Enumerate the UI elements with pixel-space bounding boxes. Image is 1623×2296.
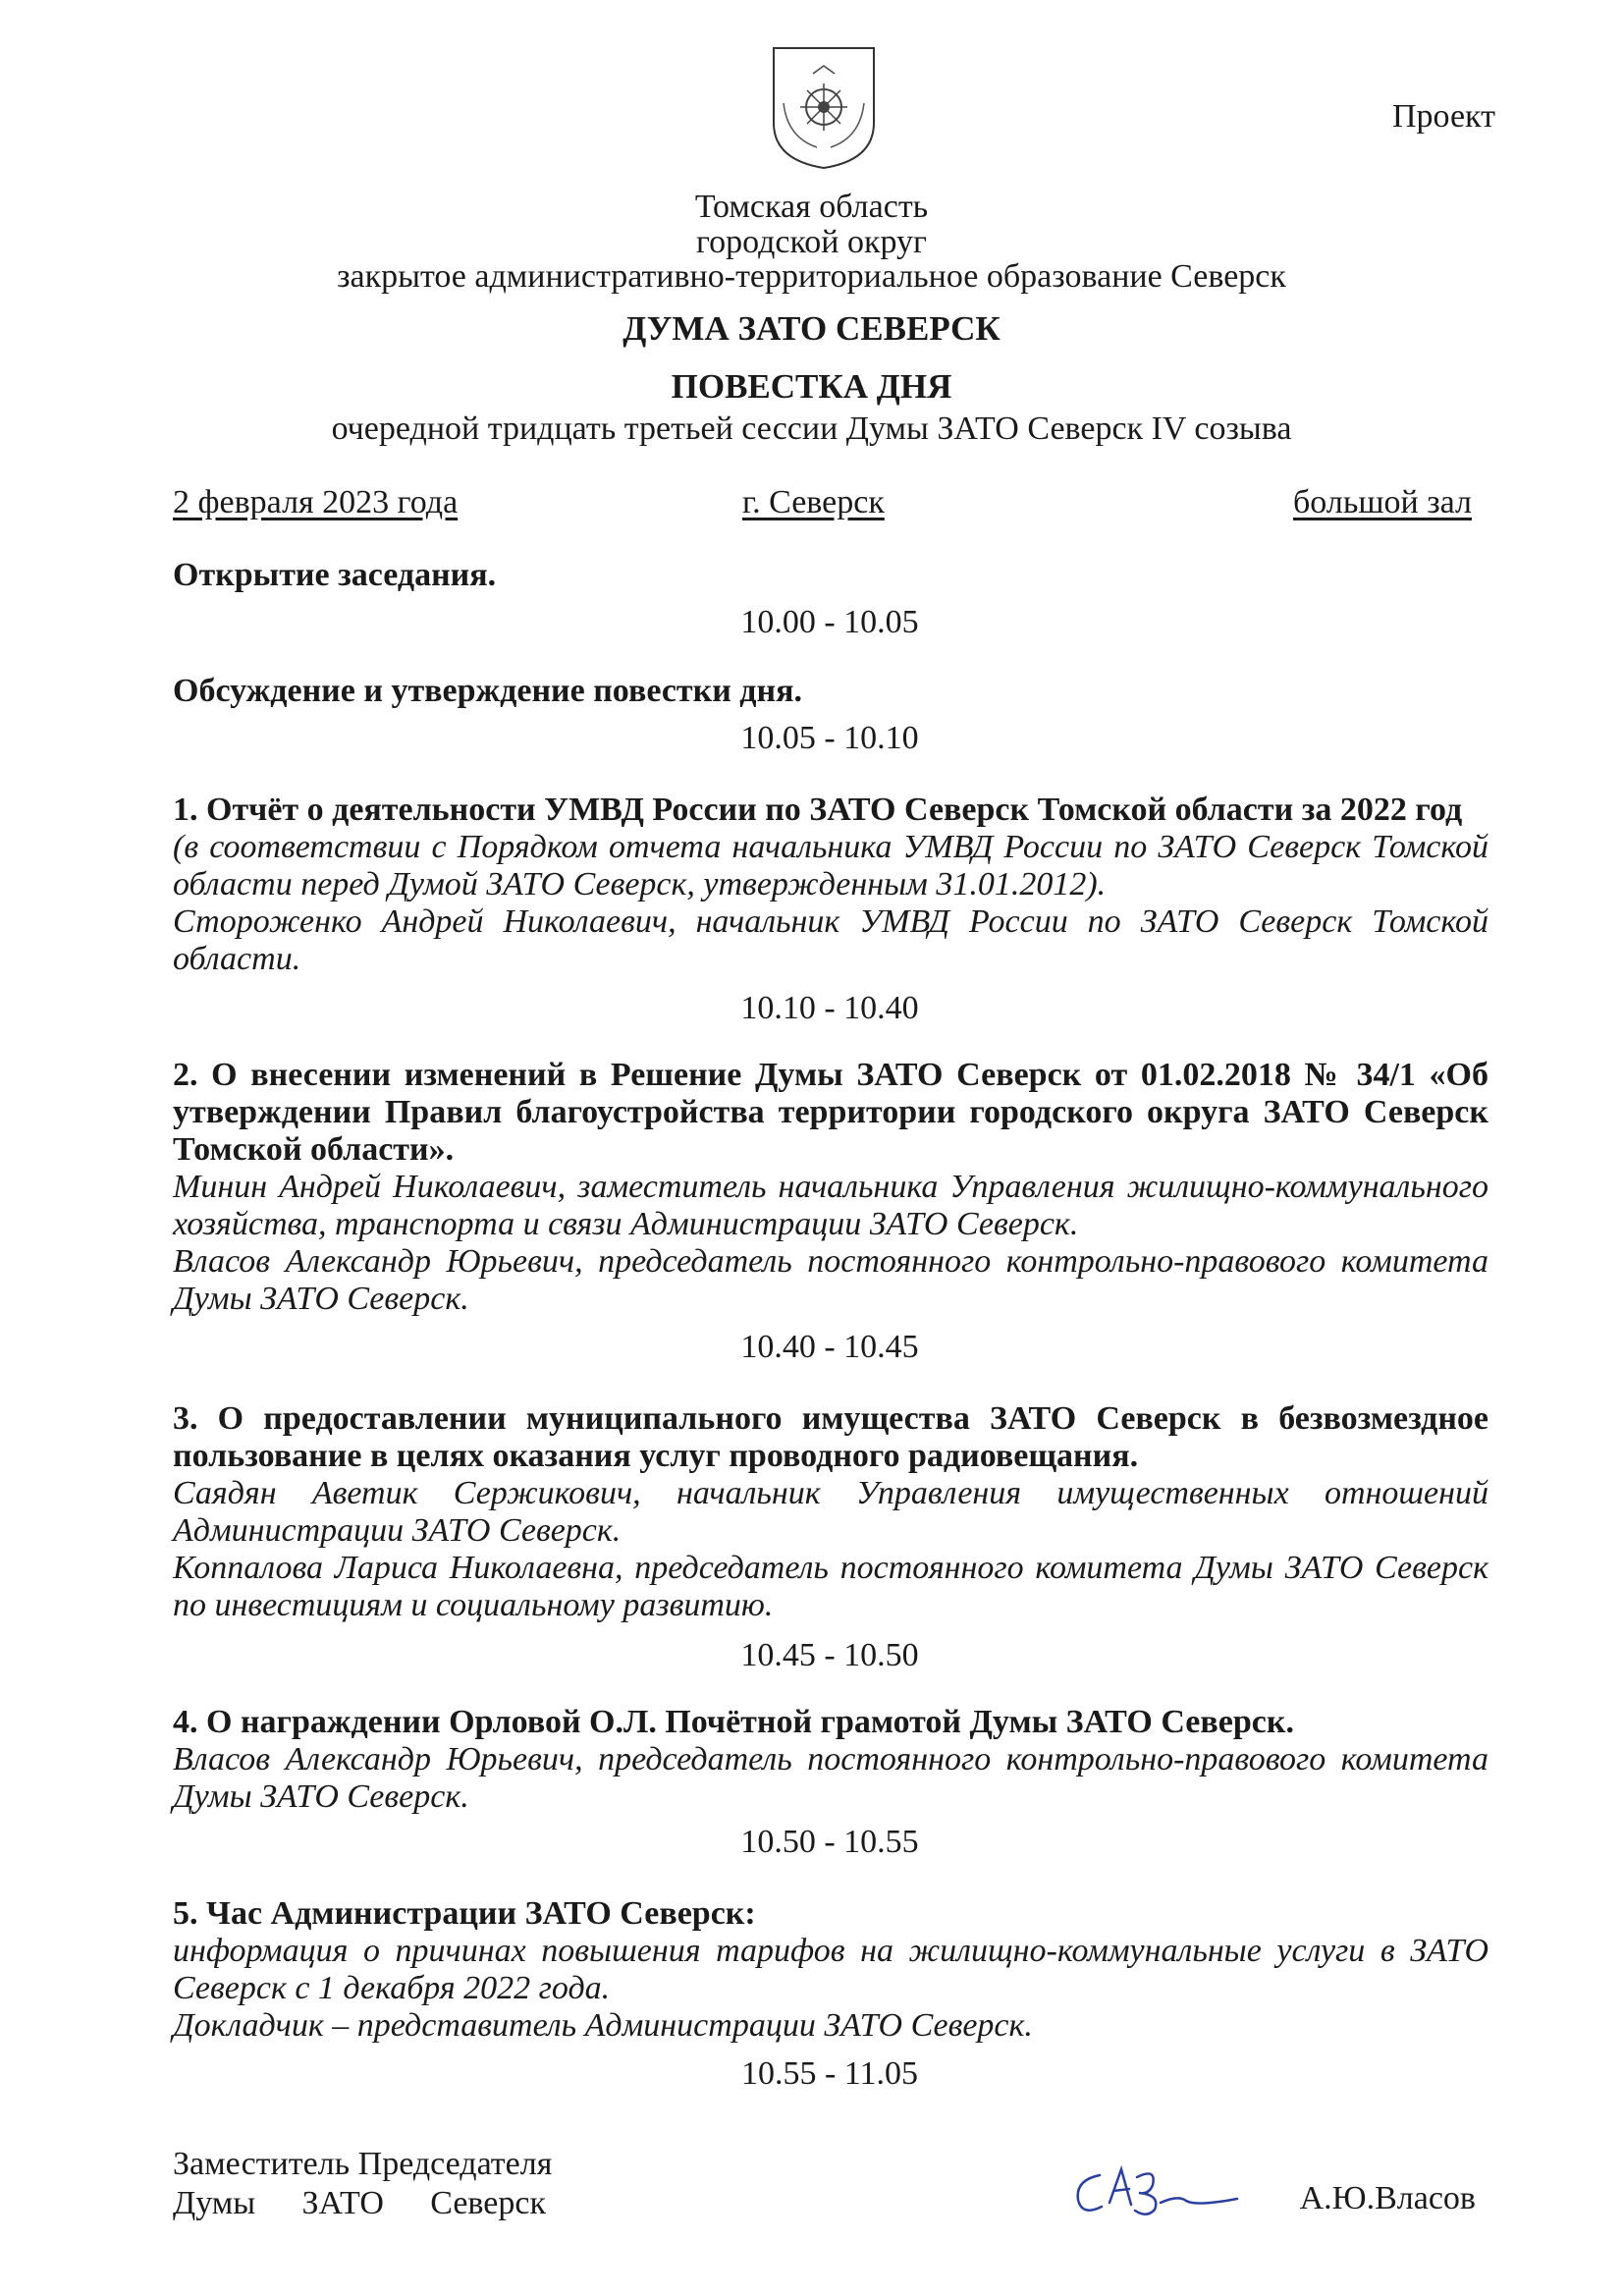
signature-position: Заместитель Председателя (173, 2146, 553, 2182)
council-title: ДУМА ЗАТО СЕВЕРСК (622, 309, 1001, 348)
item-3-time: 10.45 - 10.50 (740, 1637, 919, 1673)
item-title: 3. О предоставлении муниципального имущества ЗАТО Северск в безвозмездное пользование в целях оказания услуг проводного радиовещания. (173, 1400, 1488, 1474)
item-4-time: 10.50 - 10.55 (740, 1824, 919, 1860)
agenda-item-2 (173, 1057, 1488, 1318)
agenda-approval-title: Обсуждение и утверждение повестки дня. (173, 673, 802, 709)
item-1-time: 10.10 - 10.40 (740, 990, 919, 1026)
item-speaker: Докладчик – представитель Администрации ЗАТО Северск. (173, 2007, 1033, 2044)
agenda-item-5 (173, 1895, 1488, 2045)
item-title: 2. О внесении изменений в Решение Думы ЗАТО Северск от 01.02.2018 № 34/1 «Об утверждении Правил благоустройства территории городского округа ЗАТО Северск Томской области». (173, 1057, 1488, 1168)
signature-org-word: ЗАТО (301, 2185, 384, 2221)
item-5-time: 10.55 - 11.05 (740, 2055, 919, 2092)
session-city: г. Северск (742, 484, 885, 520)
item-title: 5. Час Администрации ЗАТО Северск: (173, 1895, 756, 1932)
item-speaker: информация о причинах повышения тарифов на жилищно-коммунальные услуги в ЗАТО Северск с 1 декабря 2022 года. (173, 1933, 1488, 2006)
opening-title: Открытие заседания. (173, 557, 497, 593)
agenda-item-3 (173, 1400, 1488, 1624)
entity-line: закрытое административно-территориальное образование Северск (337, 258, 1286, 295)
signature-org-word: Северск (430, 2185, 546, 2221)
date-line (173, 484, 1472, 523)
agenda-approval-time: 10.05 - 10.10 (740, 720, 919, 756)
item-title: 4. О награждении Орловой О.Л. Почётной грамотой Думы ЗАТО Северск. (173, 1704, 1294, 1740)
agenda-title: ПОВЕСТКА ДНЯ (671, 367, 952, 406)
agenda-item-1 (173, 792, 1488, 978)
item-speaker: Власов Александр Юрьевич, председатель постоянного контрольно-правового комитета Думы ЗАТО Северск. (173, 1741, 1488, 1815)
handwritten-signature-icon (1070, 2156, 1242, 2224)
item-speaker: Минин Андрей Николаевич, заместитель начальника Управления жилищно-коммунального хозяйства, транспорта и связи Администрации ЗАТО Северск. (173, 1169, 1488, 1242)
item-speaker: Власов Александр Юрьевич, председатель постоянного контрольно-правового комитета Думы ЗАТО Северск. (173, 1243, 1488, 1317)
item-note: (в соответствии с Порядком отчета начальника УМВД России по ЗАТО Северск Томской области перед Думой ЗАТО Северск, утвержденным 31.01.2012). (173, 829, 1488, 902)
coat-of-arms-icon (770, 44, 878, 172)
item-speaker: Саядян Аветик Сержикович, начальник Управления имущественных отношений Администрации ЗАТО Северск. (173, 1475, 1488, 1549)
signature-org-word: Думы (173, 2185, 256, 2221)
session-date: 2 февраля 2023 года (173, 484, 459, 520)
district-line: городской округ (695, 224, 927, 260)
agenda-subtitle: очередной тридцать третьей сессии Думы ЗАТО Северск IV созыва (331, 410, 1292, 447)
region-line: Томская область (694, 189, 929, 225)
opening-time: 10.00 - 10.05 (740, 604, 919, 640)
signature-name: А.Ю.Власов (1299, 2180, 1476, 2216)
item-speaker: Стороженко Андрей Николаевич, начальник УМВД России по ЗАТО Северск Томской области. (173, 903, 1488, 977)
item-speaker: Коппалова Лариса Николаевна, председатель постоянного комитета Думы ЗАТО Северск по инвестициям и социальному развитию. (173, 1550, 1488, 1623)
item-title: 1. Отчёт о деятельности УМВД России по ЗАТО Северск Томской области за 2022 год (173, 792, 1463, 828)
item-2-time: 10.40 - 10.45 (740, 1329, 919, 1365)
agenda-item-4 (173, 1704, 1488, 1816)
session-venue: большой зал (1293, 484, 1472, 520)
project-label: Проект (1392, 98, 1495, 135)
signature-org (173, 2185, 1488, 2222)
